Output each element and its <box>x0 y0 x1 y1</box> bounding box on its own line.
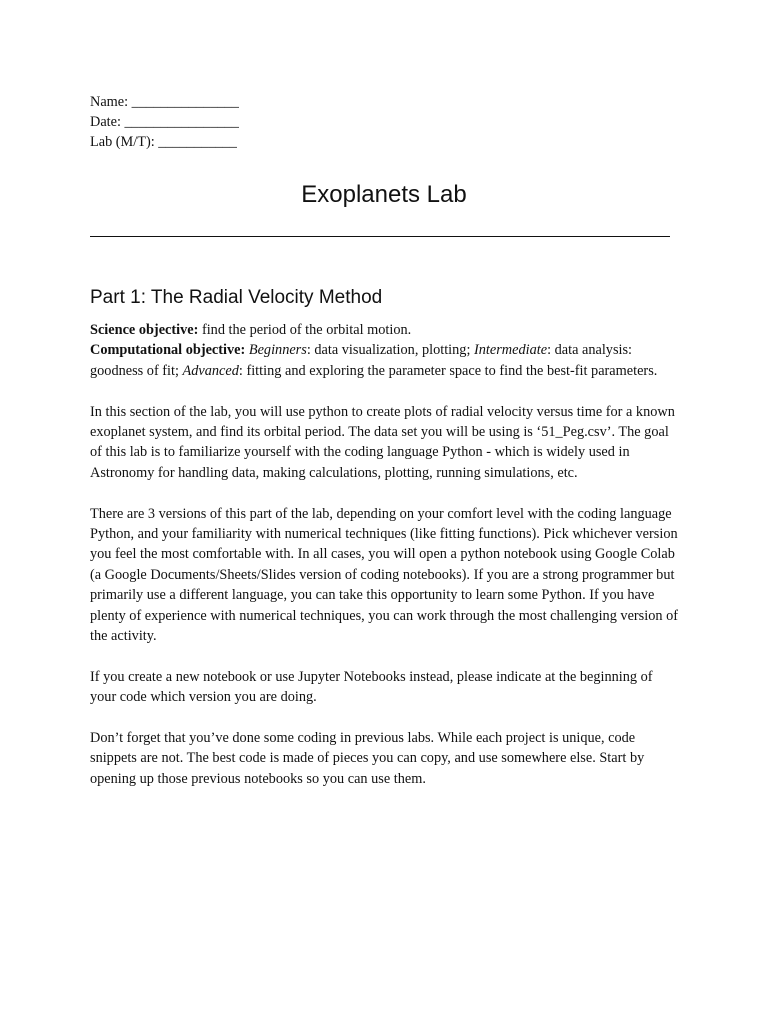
date-field[interactable]: Date: ________________ <box>90 114 239 130</box>
body-paragraph-intro: In this section of the lab, you will use python to create plots of radial velocity versus time for a known exoplanet system, and find its orbital period. The data set you will be using is ‘51_Peg.csv’. The goal of this lab is to familiarize yourself with the coding language Python - which is widely used in Astronomy for handling data, making calculations, plotting, running simulations, etc. <box>90 403 675 481</box>
intermediate-text: : data analysis: goodness of fit; <box>90 342 633 379</box>
science-objective <box>90 320 678 340</box>
science-objective-label: Science objective: <box>90 322 199 338</box>
section-body <box>90 320 678 810</box>
student-info-fields <box>90 92 490 152</box>
beginners-text: : data visualization, plotting; <box>306 342 474 359</box>
body-paragraph-versions: There are 3 versions of this part of the lab, depending on your comfort level with the coding language Python, and your familiarity with numerical techniques (like fitting functions). Pick whichever version you feel the most comfortable with. In all cases, you will open a python notebook using Google Colab (a Google Documents/Sheets/Slides version of coding notebooks). If you are a strong programmer but primarily use a different language, you can take this opportunity to learn some Python. If you have plenty of experience with numerical techniques, you can work through the most challenging version of the activity. <box>90 505 678 645</box>
name-field[interactable]: Name: _______________ <box>90 94 239 110</box>
science-objective-text: find the period of the orbital motion. <box>198 322 412 338</box>
section-heading: Part 1: The Radial Velocity Method <box>90 287 383 308</box>
lab-field[interactable]: Lab (M/T): ___________ <box>90 134 237 150</box>
computational-objective <box>90 340 678 381</box>
advanced-label: Advanced <box>182 362 239 379</box>
body-paragraph-notebooks: If you create a new notebook or use Jupyter Notebooks instead, please indicate at the beginning of your code which version you are doing. <box>90 668 653 706</box>
beginners-label: Beginners <box>248 342 307 359</box>
document-title: Exoplanets Lab <box>301 181 467 208</box>
body-paragraph-reuse: Don’t forget that you’ve done some coding in previous labs. While each project is unique, code snippets are not. The best code is made of pieces you can copy, and use somewhere else. Start by opening up those previous notebooks so you can use them. <box>90 730 645 787</box>
intermediate-label: Intermediate <box>474 342 548 359</box>
computational-objective-label: Computational objective: <box>90 342 246 359</box>
title-divider <box>90 236 670 237</box>
advanced-text: : fitting and exploring the parameter space to find the best-fit parameters. <box>238 362 658 379</box>
